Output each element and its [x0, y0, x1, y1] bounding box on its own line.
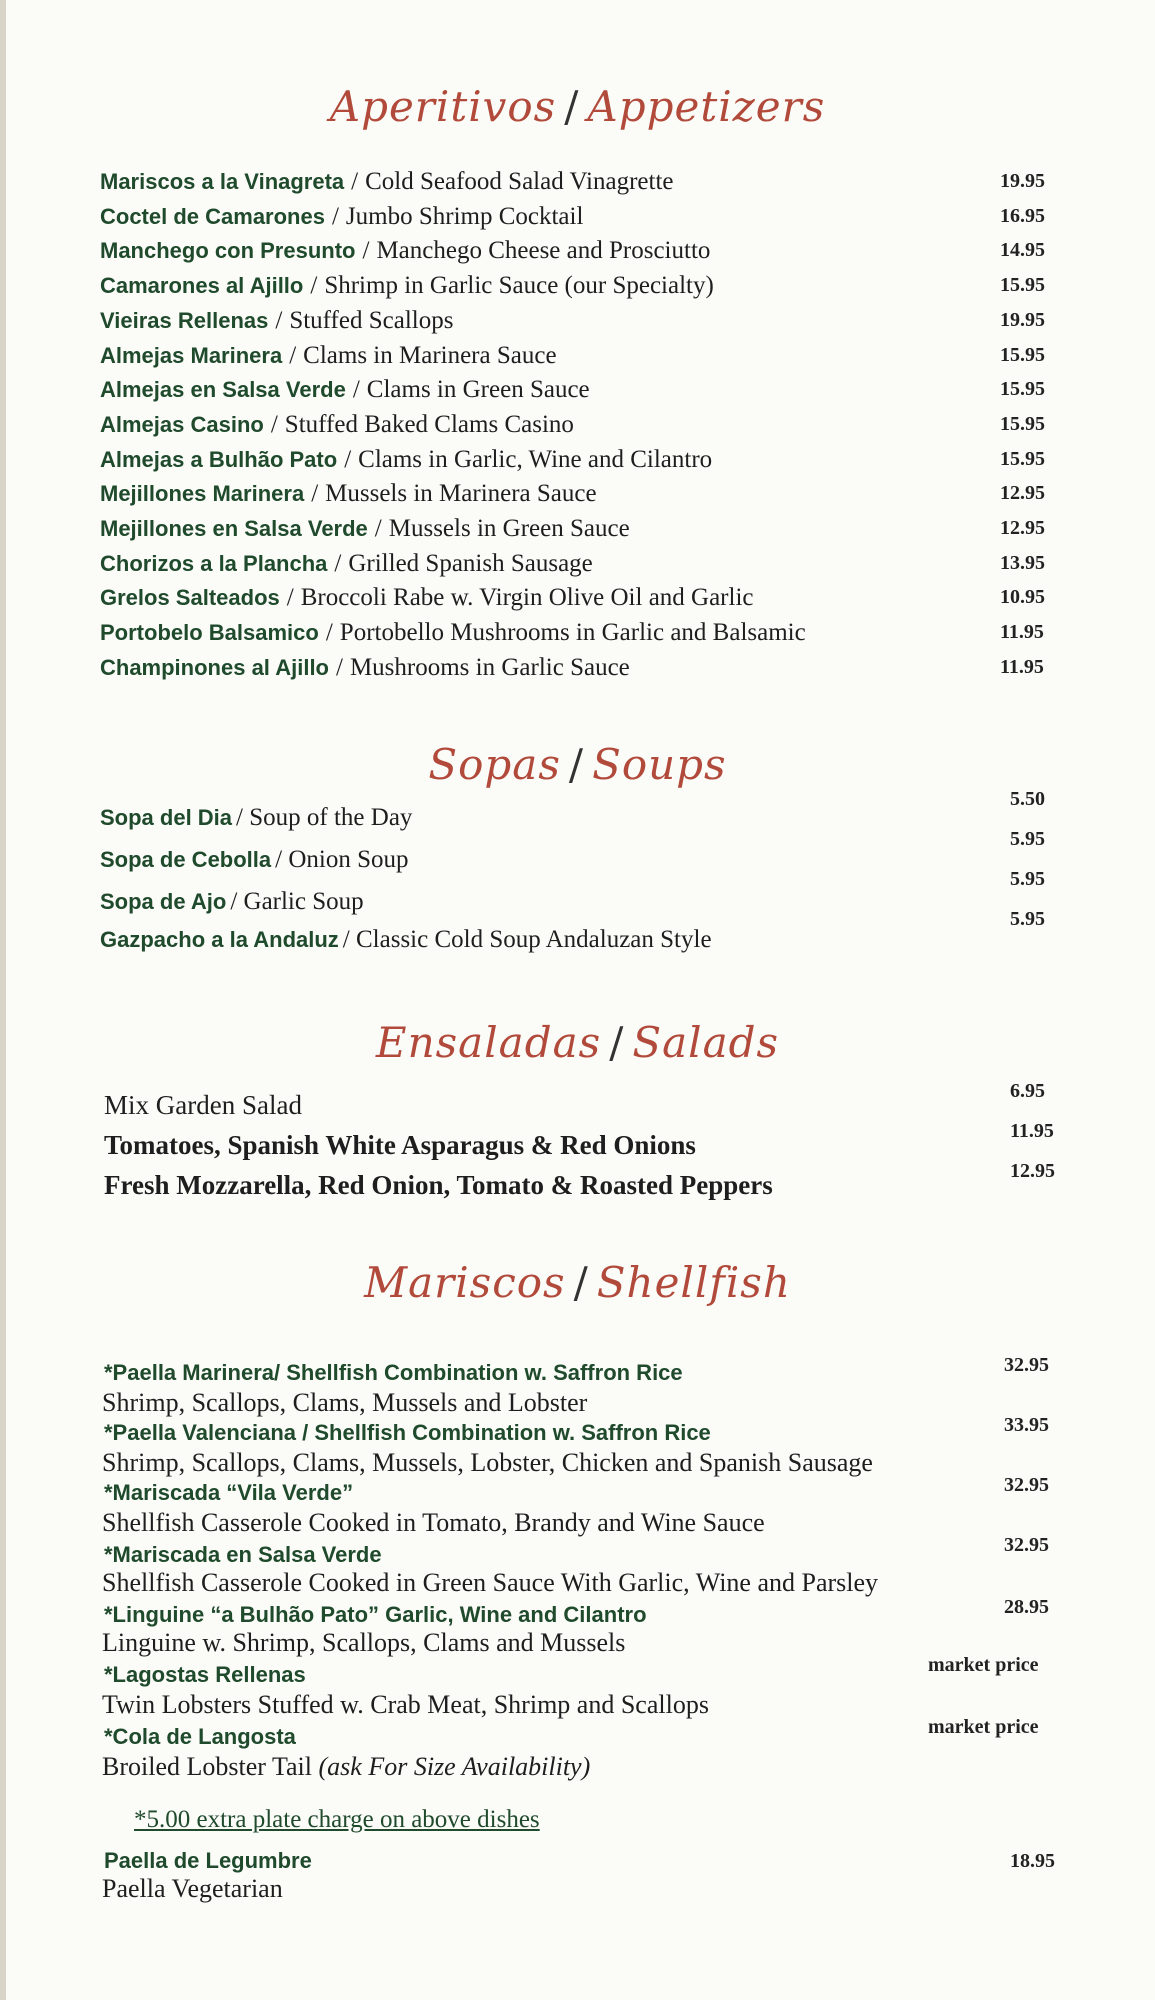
heading-slash: / [564, 82, 580, 131]
shellfish-desc: Shellfish Casserole Cooked in Tomato, Brandy and Wine Sauce [102, 1508, 765, 1537]
appetizer-desc: Grilled Spanish Sausage [348, 550, 593, 577]
shellfish-title: *Lagostas Rellenas [104, 1662, 306, 1687]
shellfish-desc-note: (ask For Size Availability) [318, 1752, 591, 1781]
soup-desc: Soup of the Day [249, 804, 413, 831]
appetizer-item [100, 584, 1060, 618]
appetizer-desc: Stuffed Baked Clams Casino [284, 411, 574, 438]
vegetarian-title: Paella de Legumbre [104, 1848, 312, 1873]
appetizer-item [100, 168, 1060, 202]
appetizer-name: Camarones al Ajillo [100, 273, 304, 298]
shellfish-price: market price [928, 1716, 1039, 1738]
appetizer-price: 11.95 [1000, 621, 1044, 643]
appetizer-price: 12.95 [1000, 482, 1045, 504]
appetizer-name: Manchego con Presunto [100, 238, 356, 263]
appetizer-desc: Manchego Cheese and Prosciutto [376, 237, 711, 264]
appetizer-separator: / [362, 237, 370, 264]
shellfish-desc: Twin Lobsters Stuffed w. Crab Meat, Shrimp and Scallops [102, 1690, 709, 1719]
shellfish-desc [102, 1752, 590, 1782]
soups-heading-es: Sopas [428, 740, 561, 789]
appetizers-heading-es: Aperitivos [329, 82, 557, 131]
appetizer-separator: / [286, 584, 294, 611]
shellfish-heading-en: Shellfish [596, 1258, 791, 1307]
appetizer-item [100, 480, 1060, 514]
appetizer-price: 16.95 [1000, 205, 1045, 227]
soup-desc: Garlic Soup [243, 888, 364, 915]
vegetarian-price: 18.95 [1010, 1850, 1055, 1872]
appetizer-item [100, 619, 1060, 653]
appetizer-price: 12.95 [1000, 517, 1045, 539]
salad-item: Tomatoes, Spanish White Asparagus & Red Onions [104, 1130, 696, 1160]
heading-slash: / [609, 1018, 625, 1067]
shellfish-desc: Linguine w. Shrimp, Scallops, Clams and Mussels [102, 1628, 626, 1657]
soups-heading [0, 740, 1155, 789]
shellfish-price: 32.95 [1004, 1354, 1049, 1376]
appetizer-item [100, 550, 1060, 584]
shellfish-title: *Linguine “a Bulhão Pato” Garlic, Wine and Cilantro [104, 1602, 647, 1627]
appetizer-name: Coctel de Camarones [100, 204, 325, 229]
appetizer-name: Vieiras Rellenas [100, 308, 269, 333]
shellfish-desc: Shellfish Casserole Cooked in Green Sauce With Garlic, Wine and Parsley [102, 1568, 879, 1597]
page-edge [0, 0, 6, 2000]
appetizer-name: Grelos Salteados [100, 585, 280, 610]
shellfish-price: market price [928, 1654, 1039, 1676]
appetizer-price: 13.95 [1000, 552, 1045, 574]
appetizer-separator: / [334, 550, 342, 577]
soup-name: Sopa de Ajo [100, 889, 227, 914]
soup-name: Sopa de Cebolla [100, 847, 272, 872]
appetizer-price: 15.95 [1000, 448, 1045, 470]
soup-price: 5.95 [1010, 868, 1045, 890]
extra-plate-note: *5.00 extra plate charge on above dishes [134, 1806, 540, 1833]
appetizer-name: Mejillones Marinera [100, 481, 305, 506]
appetizer-desc: Stuffed Scallops [289, 307, 454, 334]
appetizer-price: 19.95 [1000, 170, 1045, 192]
appetizer-name: Portobelo Balsamico [100, 620, 319, 645]
appetizer-item [100, 515, 1060, 549]
appetizer-separator: / [374, 515, 382, 542]
appetizer-name: Almejas Marinera [100, 343, 283, 368]
soup-price: 5.95 [1010, 908, 1045, 930]
salad-price: 12.95 [1010, 1160, 1055, 1182]
soup-item: Sopa de Cebolla / Onion Soup [100, 846, 409, 873]
vegetarian-desc: Paella Vegetarian [102, 1874, 283, 1903]
appetizer-price: 10.95 [1000, 586, 1045, 608]
appetizer-price: 19.95 [1000, 309, 1045, 331]
soup-name: Sopa del Dia [100, 805, 233, 830]
appetizer-separator: / [275, 307, 283, 334]
appetizer-desc: Clams in Green Sauce [366, 376, 590, 403]
appetizer-separator: / [344, 446, 352, 473]
appetizers-heading-en: Appetizers [587, 82, 826, 131]
soup-item: Gazpacho a la Andaluz / Classic Cold Soup Andaluzan Style [100, 926, 712, 953]
appetizer-desc: Clams in Garlic, Wine and Cilantro [358, 446, 713, 473]
appetizer-desc: Jumbo Shrimp Cocktail [345, 203, 584, 230]
appetizer-item [100, 307, 1060, 341]
appetizer-desc: Cold Seafood Salad Vinagrette [365, 168, 674, 195]
shellfish-heading-es: Mariscos [364, 1258, 566, 1307]
salads-heading-es: Ensaladas [375, 1018, 602, 1067]
soup-price: 5.50 [1010, 788, 1045, 810]
appetizer-name: Almejas Casino [100, 412, 264, 437]
shellfish-desc: Shrimp, Scallops, Clams, Mussels and Lobster [102, 1388, 588, 1417]
appetizer-name: Mariscos a la Vinagreta [100, 169, 345, 194]
appetizer-separator: / [270, 411, 278, 438]
soup-item: Sopa del Dia / Soup of the Day [100, 804, 413, 831]
appetizer-separator: / [325, 619, 333, 646]
appetizer-separator: / [336, 654, 343, 681]
shellfish-title: *Mariscada “Vila Verde” [104, 1480, 354, 1505]
appetizer-item [100, 411, 1060, 445]
salad-price: 6.95 [1010, 1080, 1045, 1102]
appetizer-price: 15.95 [1000, 413, 1045, 435]
appetizer-item [100, 376, 1060, 410]
appetizer-item [100, 237, 1060, 271]
appetizer-name: Mejillones en Salsa Verde [100, 516, 368, 541]
soup-desc: Classic Cold Soup Andaluzan Style [356, 926, 712, 953]
appetizer-price: 15.95 [1000, 344, 1045, 366]
appetizer-price: 14.95 [1000, 239, 1045, 261]
appetizer-separator: / [289, 342, 297, 369]
shellfish-desc: Shrimp, Scallops, Clams, Mussels, Lobster, Chicken and Spanish Sausage [102, 1448, 873, 1477]
shellfish-heading [0, 1258, 1155, 1307]
shellfish-price: 28.95 [1004, 1596, 1049, 1618]
appetizer-name: Almejas a Bulhão Pato [100, 447, 338, 472]
salads-heading-en: Salads [632, 1018, 780, 1067]
soup-price: 5.95 [1010, 828, 1045, 850]
shellfish-price: 32.95 [1004, 1474, 1049, 1496]
appetizer-item [100, 654, 1060, 688]
appetizer-name: Champinones al Ajillo [100, 655, 329, 680]
salad-price: 11.95 [1010, 1120, 1054, 1142]
appetizer-desc: Clams in Marinera Sauce [303, 342, 557, 369]
shellfish-title: *Paella Valenciana / Shellfish Combination w. Saffron Rice [104, 1420, 711, 1445]
shellfish-price: 32.95 [1004, 1534, 1049, 1556]
shellfish-title: *Mariscada en Salsa Verde [104, 1542, 382, 1567]
soup-name: Gazpacho a la Andaluz [100, 927, 339, 952]
appetizer-price: 11.95 [1000, 656, 1044, 678]
heading-slash: / [573, 1258, 589, 1307]
appetizer-separator: / [311, 480, 319, 507]
appetizer-desc: Shrimp in Garlic Sauce (our Specialty) [324, 272, 714, 299]
shellfish-title: *Cola de Langosta [104, 1724, 296, 1749]
salad-item: Fresh Mozzarella, Red Onion, Tomato & Roasted Peppers [104, 1170, 773, 1200]
appetizer-price: 15.95 [1000, 274, 1045, 296]
shellfish-title: *Paella Marinera/ Shellfish Combination w. Saffron Rice [104, 1360, 683, 1385]
soup-item: Sopa de Ajo / Garlic Soup [100, 888, 364, 915]
appetizer-separator: / [351, 168, 359, 195]
appetizer-item [100, 203, 1060, 237]
shellfish-desc-text: Broiled Lobster Tail [102, 1752, 312, 1781]
heading-slash: / [568, 740, 585, 789]
salad-item: Mix Garden Salad [104, 1090, 302, 1120]
appetizer-separator: / [310, 272, 318, 299]
shellfish-price: 33.95 [1004, 1414, 1049, 1436]
appetizer-item [100, 342, 1060, 376]
appetizer-desc: Mussels in Marinera Sauce [325, 480, 597, 507]
appetizer-desc: Broccoli Rabe w. Virgin Olive Oil and Garlic [300, 584, 754, 611]
appetizer-item [100, 272, 1060, 306]
appetizer-desc: Mushrooms in Garlic Sauce [349, 654, 630, 681]
appetizer-item [100, 446, 1060, 480]
salads-heading [0, 1018, 1155, 1067]
appetizer-desc: Portobello Mushrooms in Garlic and Balsamic [339, 619, 806, 646]
appetizer-price: 15.95 [1000, 378, 1045, 400]
appetizer-desc: Mussels in Green Sauce [388, 515, 630, 542]
appetizer-name: Almejas en Salsa Verde [100, 377, 346, 402]
appetizers-heading [0, 82, 1155, 131]
appetizer-name: Chorizos a la Plancha [100, 551, 328, 576]
soup-desc: Onion Soup [288, 846, 409, 873]
appetizer-separator: / [352, 376, 360, 403]
appetizer-separator: / [331, 203, 339, 230]
soups-heading-en: Soups [592, 740, 727, 789]
